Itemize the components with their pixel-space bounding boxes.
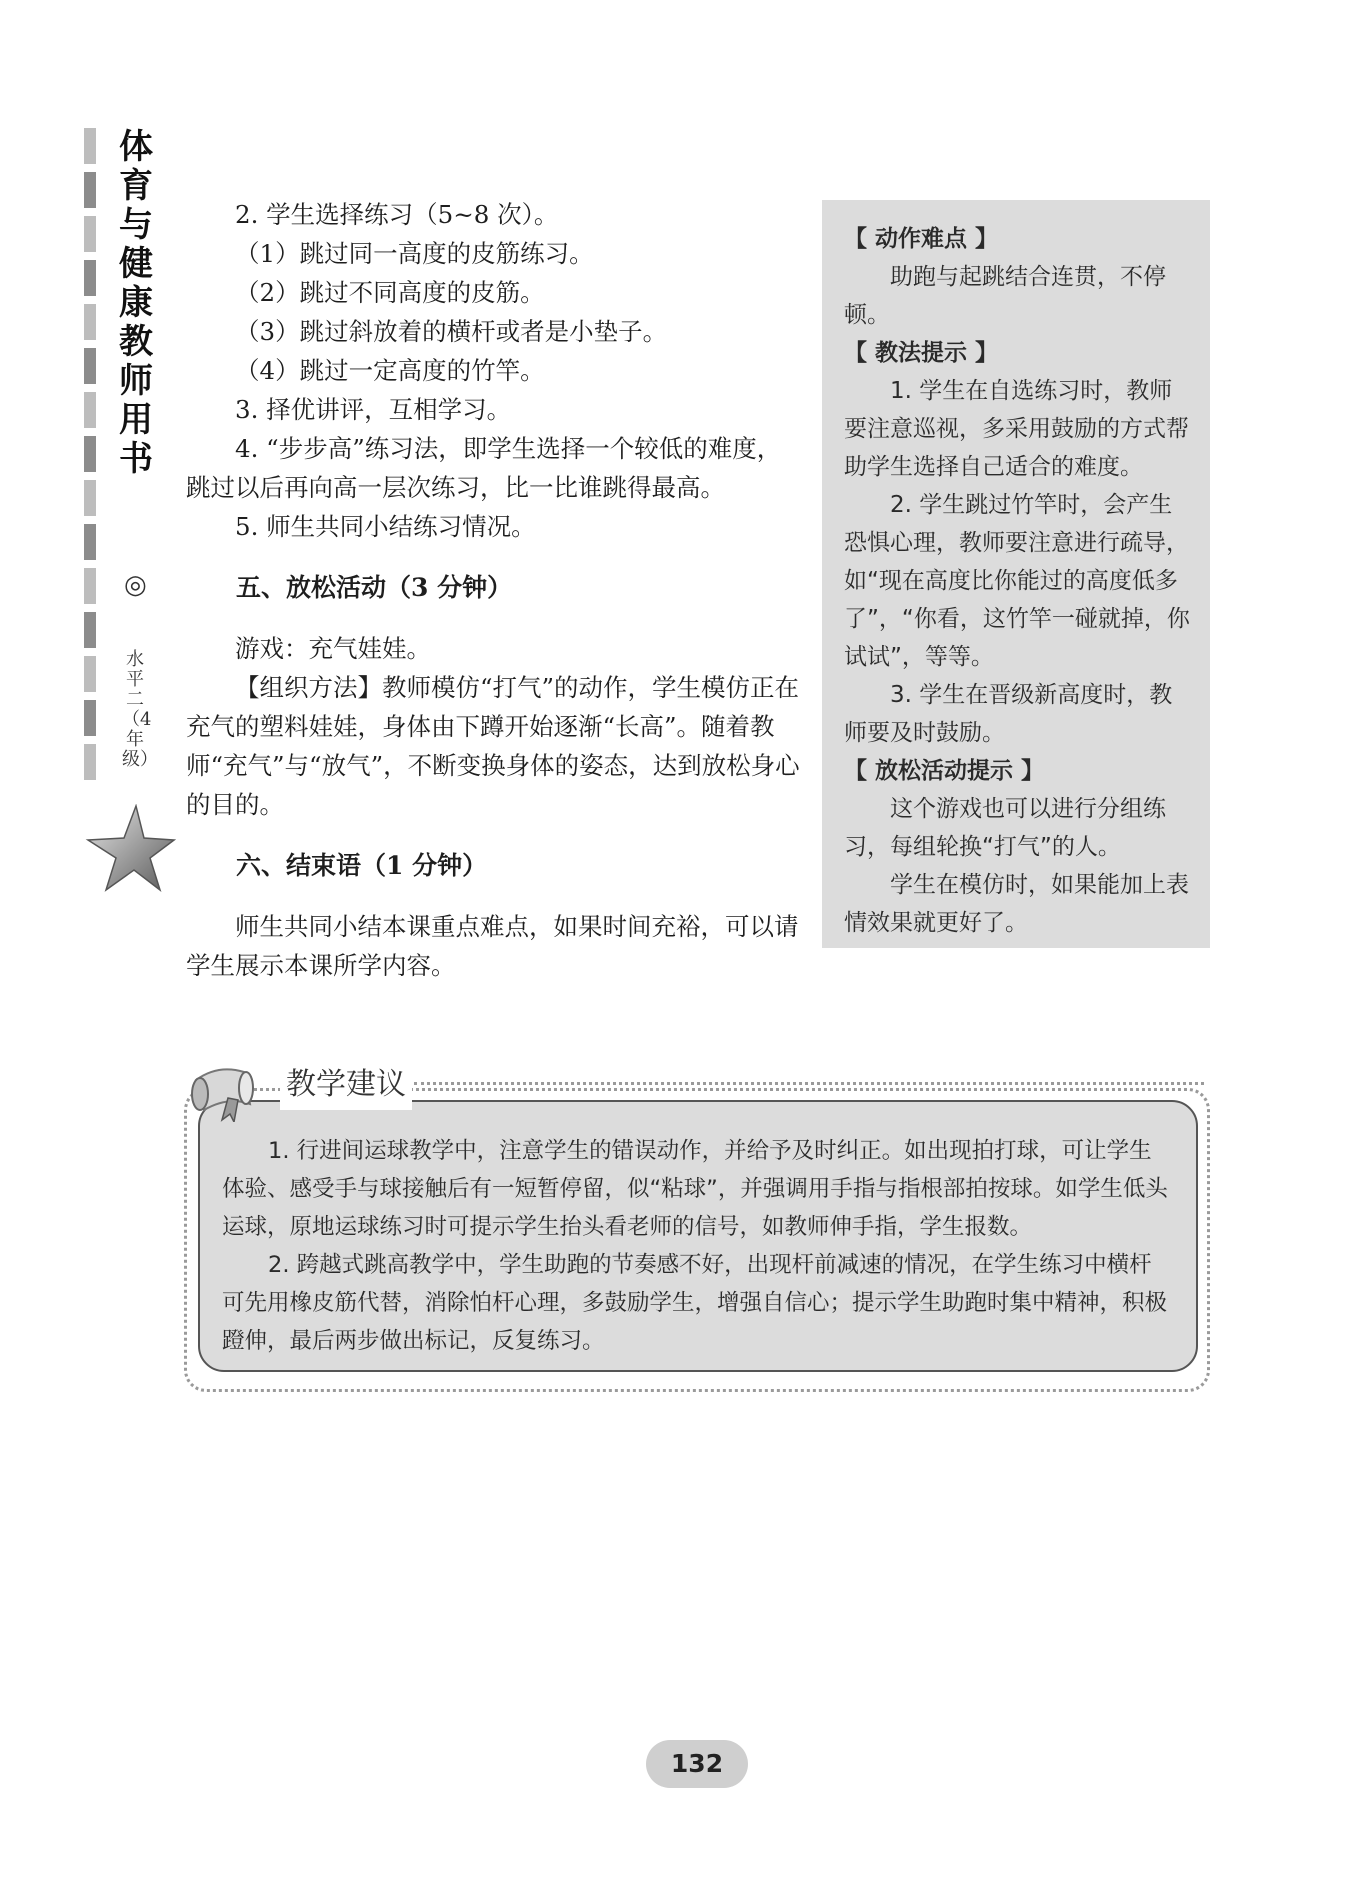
paragraph: 【组织方法】教师模仿“打气”的动作，学生模仿正在充气的塑料娃娃，身体由下蹲开始逐渐“长高”。随着教师“充气”与“放气”，不断变换身体的姿态，达到放松身心的目的。: [186, 673, 800, 819]
paragraph: 师生共同小结本课重点难点，如果时间充裕，可以请学生展示本课所学内容。: [186, 912, 799, 980]
tip-text: 这个游戏也可以进行分组练习，每组轮换“打气”的人。: [844, 796, 1166, 860]
grade-level: 水平二（4年级）: [122, 649, 158, 770]
suggestion-paragraph: 2. 跨越式跳高教学中，学生助跑的节奏感不好，出现杆前减速的情况，在学生练习中横杆可先用橡皮筋代替，消除怕杆心理，多鼓励学生，增强自信心；提示学生助跑时集中精神，积极蹬伸，最后两步做出标记，反复练习。: [222, 1252, 1168, 1354]
book-spine: [84, 127, 158, 928]
paragraph: 3. 择优讲评，互相学习。: [235, 395, 512, 424]
book-title: 体育与健康教师用书: [119, 127, 153, 479]
tip-text: 1. 学生在自选练习时，教师要注意巡视，多采用鼓励的方式帮助学生选择自己适合的难度。: [844, 378, 1189, 480]
paragraph: （1）跳过同一高度的皮筋练习。: [235, 239, 594, 268]
paragraph: （2）跳过不同高度的皮筋。: [235, 278, 545, 307]
section-heading: 六、结束语（1 分钟）: [236, 851, 488, 880]
dotted-line: [414, 1082, 1204, 1085]
tip-text: 学生在模仿时，如果能加上表情效果就更好了。: [844, 872, 1189, 936]
paragraph: 5. 师生共同小结练习情况。: [235, 512, 536, 541]
paragraph: （3）跳过斜放着的横杆或者是小垫子。: [235, 317, 668, 346]
paragraph: 4. “步步高”练习法，即学生选择一个较低的难度，跳过以后再向高一层次练习，比一比谁跳得最高。: [186, 434, 782, 502]
paragraph: 游戏：充气娃娃。: [235, 634, 431, 663]
tip-heading: 【 动作难点 】: [844, 226, 999, 252]
tip-text: 2. 学生跳过竹竿时，会产生恐惧心理，教师要注意进行疏导，如“现在高度比你能过的高度低多了”，“你看，这竹竿一碰就掉，你试试”，等等。: [844, 492, 1190, 670]
main-content: [186, 195, 800, 985]
paragraph: （4）跳过一定高度的竹竿。: [235, 356, 545, 385]
suggestion-body: [198, 1100, 1198, 1372]
tip-heading: 【 放松活动提示 】: [844, 758, 1045, 784]
teaching-suggestion-box: [184, 1060, 1214, 1396]
scroll-icon: [188, 1060, 268, 1122]
section-heading: 五、放松活动（3 分钟）: [236, 573, 513, 602]
tips-sidebar: [822, 200, 1210, 948]
star-icon: [84, 804, 176, 894]
tip-text: 3. 学生在晋级新高度时，教师要及时鼓励。: [844, 682, 1173, 746]
tip-heading: 【 教法提示 】: [844, 340, 999, 366]
suggestion-title: 教学建议: [280, 1060, 412, 1110]
page-number: 132: [646, 1740, 748, 1788]
tip-text: 助跑与起跳结合连贯，不停顿。: [844, 264, 1166, 328]
circle-mark: ◎: [124, 570, 147, 600]
paragraph: 2. 学生选择练习（5~8 次）。: [235, 200, 559, 229]
suggestion-paragraph: 1. 行进间运球教学中，注意学生的错误动作，并给予及时纠正。如出现拍打球，可让学生体验、感受手与球接触后有一短暂停留，似“粘球”，并强调用手指与指根部拍按球。如学生低头运球，原地运球练习时可提示学生抬头看老师的信号，如教师伸手指，学生报数。: [222, 1138, 1168, 1240]
